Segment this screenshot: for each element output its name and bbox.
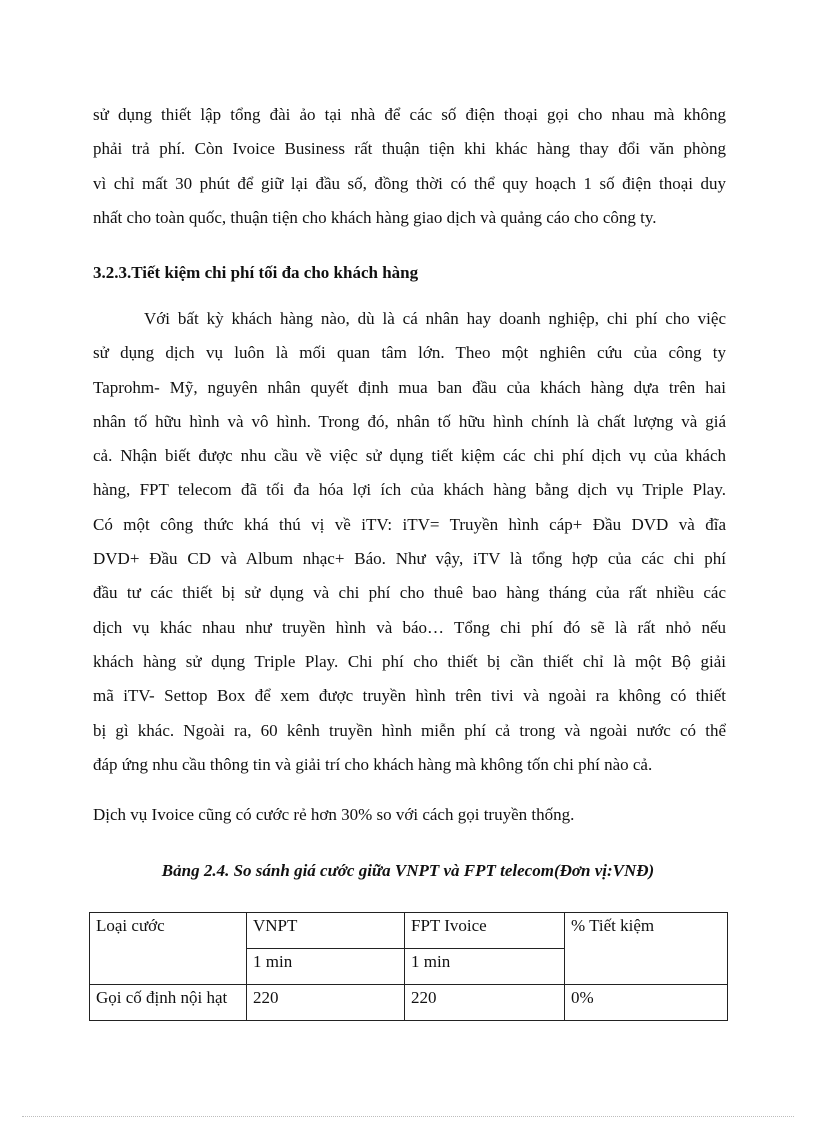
text-line: khách hàng sử dụng Triple Play. Chi phí cho thiết bị cần thiết chỉ là một Bộ giải <box>93 651 726 671</box>
text-line: sử dụng dịch vụ luôn là mối quan tâm lớn. Theo một nghiên cứu của công ty <box>93 343 726 363</box>
header-cell-savings: % Tiết kiệm <box>565 913 728 985</box>
text-line: Với bất kỳ khách hàng nào, dù là cá nhân hay doanh nghiệp, chi phí cho việc <box>144 309 726 328</box>
text-line: đáp ứng nhu cầu thông tin và giải trí cho khách hàng mà không tốn chi phí nào cả. <box>93 754 653 774</box>
section-heading: 3.2.3.Tiết kiệm chi phí tối đa cho khách hàng <box>93 263 419 282</box>
table-header-row <box>90 913 728 949</box>
text-line: vì chỉ mất 30 phút để giữ lại đầu số, đồng thời có thể quy hoạch 1 số điện thoại duy <box>93 173 726 193</box>
table-cell-savings: 0% <box>565 985 728 1021</box>
page-bottom-divider <box>22 1116 794 1117</box>
table-cell-fpt-price: 220 <box>405 985 565 1021</box>
text-line: mã iTV- Settop Box để xem được truyền hình trên tivi và ngoài ra không có thiết <box>93 686 726 706</box>
text-line: nhất cho toàn quốc, thuận tiện cho khách hàng giao dịch và quảng cáo cho công ty. <box>93 207 657 227</box>
header-cell-call-type: Loại cước <box>90 913 247 985</box>
text-line: đầu tư các thiết bị sử dụng và chi phí cho thuê bao hàng tháng của rất nhiều các <box>93 583 726 603</box>
text-line: DVD+ Đầu CD và Album nhạc+ Báo. Như vậy, iTV là tổng hợp của các chi phí <box>93 549 726 569</box>
text-line: nhân tố hữu hình và vô hình. Trong đó, nhân tố hữu hình chính là chất lượng và giá <box>93 411 726 431</box>
table-caption: Bảng 2.4. So sánh giá cước giữa VNPT và FPT telecom(Đơn vị:VNĐ) <box>161 861 655 880</box>
text-line: hàng, FPT telecom đã tối đa hóa lợi ích của khách hàng bằng dịch vụ Triple Play. <box>93 480 726 500</box>
table-row <box>90 985 728 1021</box>
text-line: phải trả phí. Còn Ivoice Business rất thuận tiện khi khác hàng thay đổi văn phòng <box>93 139 726 159</box>
header-cell-fpt-ivoice: FPT Ivoice <box>405 913 565 949</box>
text-line: bị gì khác. Ngoài ra, 60 kênh truyền hình miễn phí cả trong và ngoài nước có thể <box>93 720 726 740</box>
paragraph-intro <box>93 98 726 235</box>
table-cell-call-type: Gọi cố định nội hạt <box>90 985 247 1021</box>
paragraph-cost-savings <box>93 302 726 782</box>
text-line: Có một công thức khá thú vị về iTV: iTV= Truyền hình cáp+ Đầu DVD và đĩa <box>93 514 726 534</box>
text-line: cả. Nhận biết được nhu cầu về việc sử dụng tiết kiệm các chi phí dịch vụ của khách <box>93 446 726 466</box>
text-line: Taprohm- Mỹ, nguyên nhân quyết định mua ban đầu của khách hàng dựa trên hai <box>93 377 726 397</box>
paragraph-ivoice <box>93 798 726 832</box>
table-cell-vnpt-price: 220 <box>247 985 405 1021</box>
subheader-cell-fpt-unit: 1 min <box>405 949 565 985</box>
subheader-cell-vnpt-unit: 1 min <box>247 949 405 985</box>
text-line: dịch vụ khác nhau như truyền hình và báo… Tổng chi phí đó sẽ là rất nhỏ nếu <box>93 617 726 637</box>
text-line: sử dụng thiết lập tổng đài ảo tại nhà để các số điện thoại gọi cho nhau mà không <box>93 105 726 124</box>
header-cell-vnpt: VNPT <box>247 913 405 949</box>
text-line: Dịch vụ Ivoice cũng có cước rẻ hơn 30% so với cách gọi truyền thống. <box>93 805 575 824</box>
price-comparison-table <box>89 912 728 1021</box>
